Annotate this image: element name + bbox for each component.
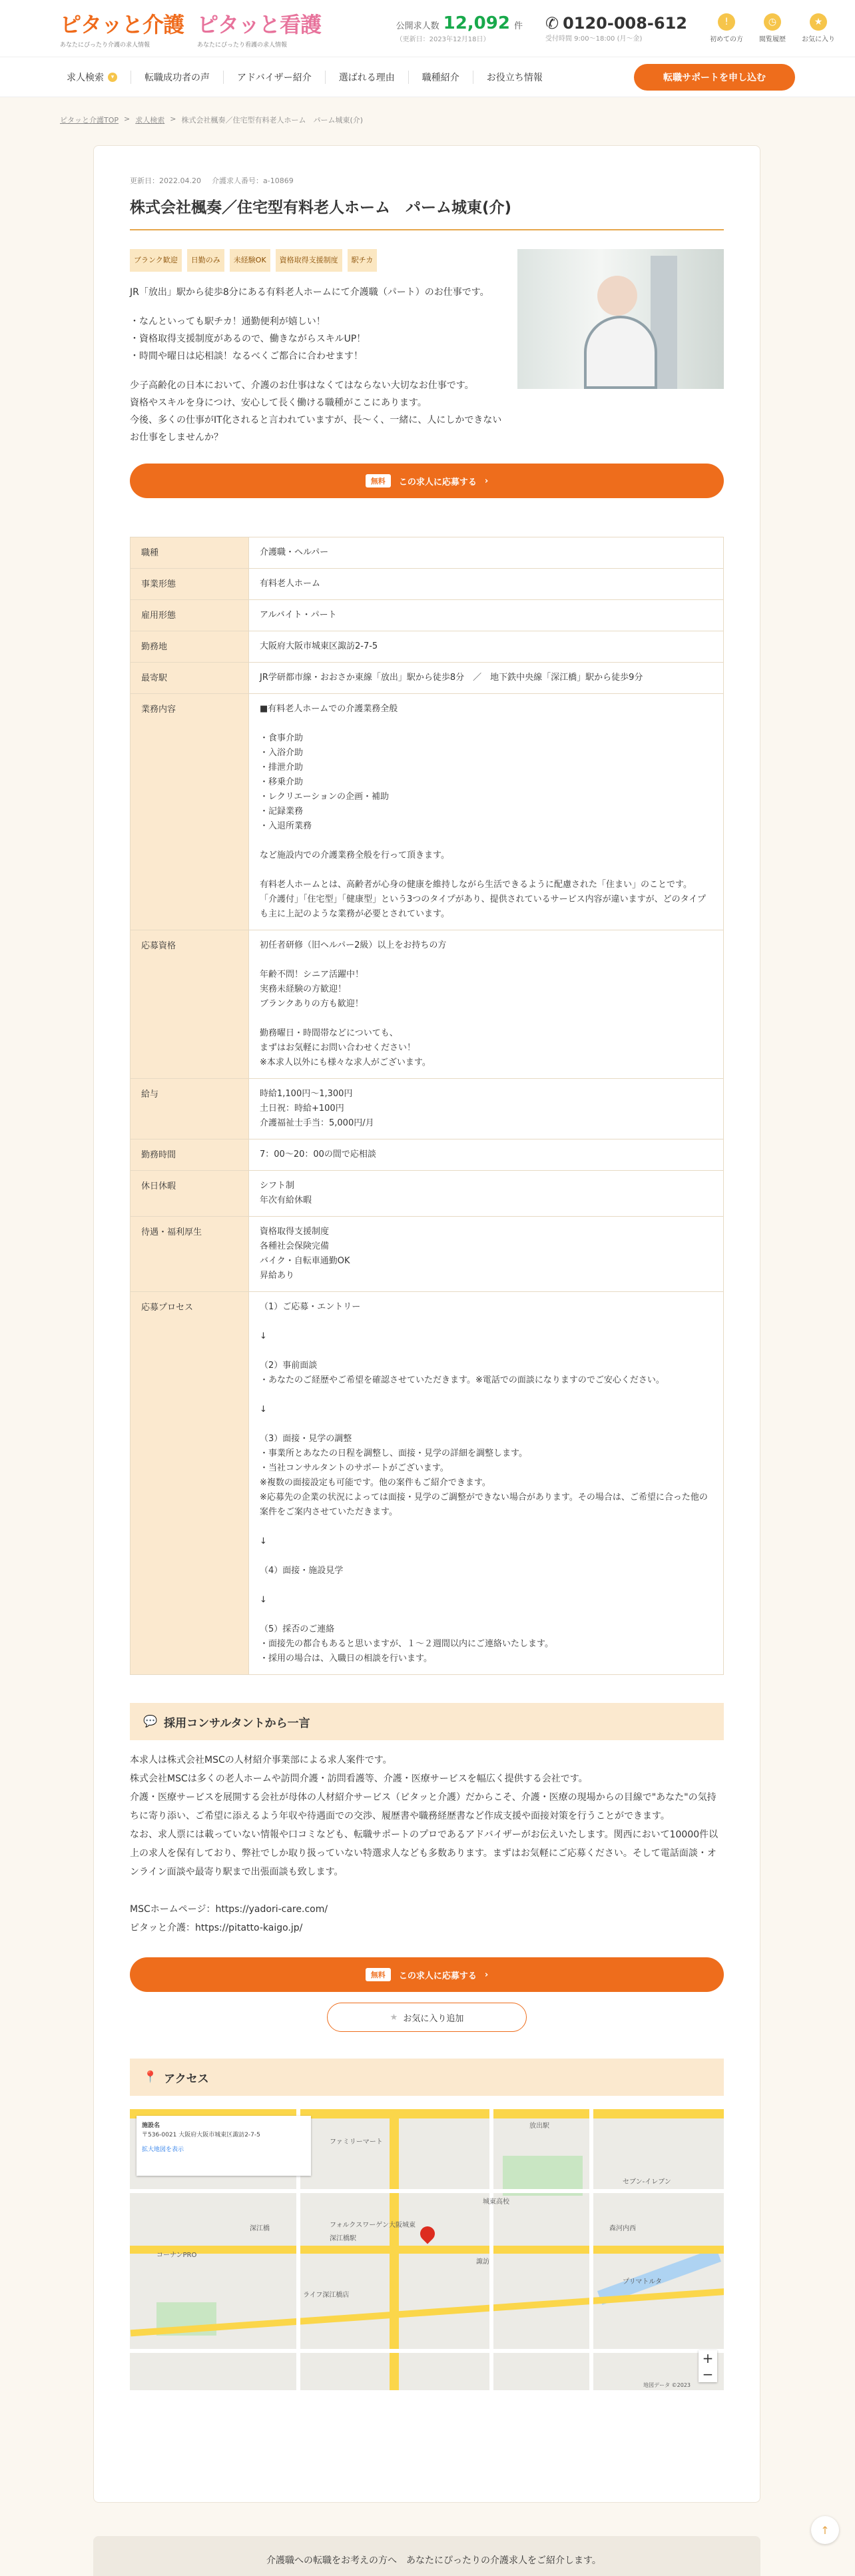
intro-paragraph: JR「放出」駅から徒歩8分にある有料老人ホームにて介護職（パート）のお仕事です。 (130, 287, 489, 298)
first-visit-link[interactable] (710, 13, 743, 43)
map-attribution: 地図データ ©2023 (643, 2382, 691, 2388)
table-row (131, 1139, 724, 1171)
nav-useful-info-label: お役立ち情報 (486, 72, 543, 83)
location-pin-icon[interactable] (417, 2223, 437, 2244)
chevron-right-icon: › (484, 476, 489, 486)
tag: ブランク歓迎 (130, 249, 182, 272)
map-label: 深江橋 (250, 2225, 270, 2232)
row-value: 大阪府大阪市城東区諏訪2-7-5 (249, 631, 724, 663)
row-header: 事業形態 (131, 569, 249, 600)
row-header: 最寄駅 (131, 663, 249, 694)
apply-button[interactable] (130, 464, 724, 498)
breadcrumb (0, 97, 855, 143)
row-value: 資格取得支援制度 各種社会保険完備 バイク・自転車通勤OK 昇給あり (249, 1217, 724, 1292)
breadcrumb-current: 株式会社楓奏／住宅型有料老人ホーム パーム城東(介) (181, 116, 364, 125)
row-value: 介護職・ヘルパー (249, 537, 724, 569)
row-value: （1）ご応募・エントリー ↓ （2）事前面談 ・あなたのご経歴やご希望を確認させていただきます。※電話での面談になりますのでご安心ください。 ↓ （3）面接・見学の調整 ・事業所とあなたの日程を調整し、面接・見学の詳細を調整します。 ・当社コンサルタントのサポートがございます。 ※複数の面接設定も可能です。他の案件もご紹介できます。 ※応募先の企業の状況によっては面接・見学のご調整ができない場合があります。その場合は、ご希望に合った他の案件をご案内させていただきます。 ↓ （4）面接・施設見学 ↓ （5）採否のご連絡 ・面接先の都合もあると思いますが、１〜２週間以内にご連絡いたします。 ・採用の場合は、入職日の相談を行います。 (249, 1292, 724, 1675)
phone-hours: 受付時間 9:00〜18:00 (月〜金) (545, 35, 643, 43)
chevron-down-icon: ▾ (108, 73, 117, 82)
row-value: 初任者研修（旧ヘルパー2級）以上をお持ちの方 年齢不問！シニア活躍中！ 実務未経験の方歓迎！ ブランクありの方も歓迎！ 勤務曜日・時間帯などについても、 まずはお気軽にお問い合わせください！ ※本求人以外にも様々な求人がございます。 (249, 930, 724, 1079)
history-icon: ◷ (764, 13, 781, 31)
history-link[interactable] (759, 13, 786, 43)
row-header: 応募プロセス (131, 1292, 249, 1675)
star-icon: ★ (810, 13, 827, 31)
phone-block[interactable] (545, 14, 687, 43)
tag: 未経験OK (230, 249, 270, 272)
row-value: JR学研都市線・おおさか東線「放出」駅から徒歩8分 ／ 地下鉄中央線「深江橋」駅から徒歩9分 (249, 663, 724, 694)
row-value: 有料老人ホーム (249, 569, 724, 600)
nav-useful-info[interactable] (473, 71, 556, 84)
table-row (131, 1292, 724, 1675)
map-label: 諏訪 (476, 2258, 489, 2266)
free-badge: 無料 (366, 474, 391, 487)
row-value: ■有料老人ホームでの介護業務全般 ・食事介助 ・入浴介助 ・排泄介助 ・移乗介助 ・レクリエーションの企画・補助 ・記録業務 ・入退所業務 など施設内での介護業務全般を行って頂きます。 有料老人ホームとは、高齢者が心身の健康を維持しながら生活できるように配慮された「住まい」のことです。 「介護付」「住宅型」「健康型」という3つのタイプがあり、提供されているサービス内容が違いますが、どのタイプも主に上記のような業務が必要とされています。 (249, 694, 724, 930)
first-visit-label: 初めての方 (710, 36, 743, 43)
row-header: 待遇・福利厚生 (131, 1217, 249, 1292)
consultant-heading (130, 1703, 724, 1740)
table-row (131, 537, 724, 569)
scroll-top-button[interactable] (811, 2516, 839, 2544)
favorites-link[interactable] (802, 13, 835, 43)
nav-job-search[interactable] (67, 71, 131, 84)
logo-kaigo-tagline: あなたにぴったり介護の求人情報 (60, 42, 150, 49)
job-number: 介護求人番号：a-10869 (211, 176, 294, 185)
consultant-message: 本求人は株式会社MSCの人材紹介事業部による求人案件です。 株式会社MSCは多くの老人ホームや訪問介護・訪問看護等、介護・医療サービスを幅広く提供する会社です。 介護・医療サービスを展開する会社が母体の人材紹介サービス（ピタッと介護）だからこそ、介護・医療の現場からの目線で"あなた"の気持ちに寄り添い、ご希望に添えるよう年収や待遇面での交渉、履歴書や職務経歴書など作成支援や面接対策を行うことができます。 なお、求人票には載っていない情報や口コミなども、転職サポートのプロであるアドバイザーがお伝えいたします。関西において10000件以上の求人を保有しており、弊社でしか取り扱っていない特選求人なども多数あります。まずはお気軽にご応募ください。そして電話面談・オンライン面談や最寄り駅まで出張面談も致します。 MSCホームページ：https://yadori-care.com/ ピタッと介護：https://pitatto-kaigo.jp/ (130, 1755, 718, 1933)
apply-button-label: この求人に応募する (398, 477, 477, 487)
row-header: 休日休暇 (131, 1171, 249, 1217)
breadcrumb-search[interactable]: 求人検索 (135, 116, 165, 125)
free-badge: 無料 (366, 1968, 391, 1981)
row-header: 給与 (131, 1079, 249, 1139)
tag: 日勤のみ (187, 249, 224, 272)
tag: 資格取得支援制度 (276, 249, 342, 272)
tag: 駅チカ (348, 249, 378, 272)
phone-number[interactable]: 0120-008-612 (563, 14, 687, 33)
star-icon: ★ (390, 2012, 398, 2023)
main-nav (0, 57, 855, 97)
map-label: コーナンPRO (156, 2252, 197, 2259)
table-row (131, 1171, 724, 1217)
apply-support-button[interactable]: 転職サポートを申し込む (634, 64, 795, 91)
table-row (131, 1217, 724, 1292)
row-value: シフト制 年次有給休暇 (249, 1171, 724, 1217)
map-info-title: 施設名 (142, 2122, 160, 2129)
job-info-table (130, 537, 724, 1675)
map-info-window (137, 2116, 311, 2176)
map-label: 放出駅 (529, 2122, 549, 2130)
logo-group[interactable] (60, 8, 321, 49)
map-label: 城東高校 (483, 2198, 509, 2206)
logo-kango[interactable]: ピタッと看護 (197, 12, 322, 37)
nav-occupations[interactable] (409, 71, 473, 84)
zoom-in-button[interactable]: + (702, 2350, 714, 2366)
map-label: ライフ深江橋店 (303, 2292, 350, 2299)
job-count-number: 12,092 (443, 13, 510, 33)
site-header (0, 0, 855, 57)
nav-reasons-label: 選ばれる理由 (338, 72, 395, 83)
map-label: ファミリーマート (330, 2138, 383, 2146)
job-title: 株式会社楓奏／住宅型有料老人ホーム パーム城東(介) (130, 195, 724, 230)
row-header: 勤務時間 (131, 1139, 249, 1171)
map-label: セブン-イレブン (623, 2178, 671, 2186)
map-label: 深江橋駅 (330, 2235, 356, 2242)
table-row (131, 1079, 724, 1139)
nav-advisors[interactable] (224, 71, 326, 84)
nav-occupations-label: 職種紹介 (422, 72, 459, 83)
map-pin-icon: 📍 (143, 2071, 158, 2084)
chevron-right-icon: › (484, 1969, 489, 1980)
apply-button-bottom[interactable] (130, 1957, 724, 1992)
breadcrumb-top[interactable]: ピタッと介護TOP (60, 116, 119, 125)
row-header: 応募資格 (131, 930, 249, 1079)
table-row (131, 569, 724, 600)
phone-icon: ✆ (545, 14, 559, 33)
access-heading (130, 2059, 724, 2096)
row-header: 勤務地 (131, 631, 249, 663)
bottom-banner: 介護職への転職をお考えの方へ あなたにぴったりの介護求人をご紹介します。 (93, 2536, 760, 2576)
row-header: 職種 (131, 537, 249, 569)
arrow-up-icon: ↑ (820, 2523, 830, 2537)
breadcrumb-separator: > (124, 115, 131, 123)
table-row (131, 663, 724, 694)
logo-kango-tagline: あなたにぴったり看護の求人情報 (197, 42, 288, 49)
job-count-label: 公開求人数 (396, 21, 439, 31)
nav-success-stories-label: 転職成功者の声 (144, 72, 210, 83)
row-header: 雇用形態 (131, 600, 249, 631)
row-value: アルバイト・パート (249, 600, 724, 631)
add-favorite-label: お気に入り追加 (403, 2013, 464, 2024)
zoom-out-button[interactable]: − (702, 2366, 714, 2382)
map-enlarge-link[interactable]: 拡大地図を表示 (142, 2146, 184, 2153)
job-count-unit: 件 (513, 21, 523, 31)
info-icon: ! (718, 13, 735, 31)
nav-success-stories[interactable] (131, 71, 224, 84)
map-label: プリマトルタ (623, 2278, 662, 2286)
apply-button-label: この求人に応募する (398, 1971, 477, 1981)
access-map[interactable] (130, 2109, 724, 2390)
access-heading-text: アクセス (164, 2072, 209, 2086)
job-photo (517, 249, 724, 389)
logo-kaigo[interactable]: ピタッと介護 (60, 12, 184, 37)
table-row (131, 930, 724, 1079)
job-detail-card (93, 145, 760, 2503)
consultant-heading-text: 採用コンサルタントから一言 (164, 1716, 310, 1730)
intro-paragraph: 少子高齢化の日本において、介護のお仕事はなくてはならない大切なお仕事です。 資格やスキルを身につけ、安心して長く働ける職種がここにあります。 今後、多くの仕事がIT化されると言われていますが、長〜く、一緒に、人にしかできないお仕事をしませんか？ (130, 380, 502, 443)
favorites-label: お気に入り (802, 36, 835, 43)
tag-list (130, 249, 503, 272)
nav-reasons[interactable] (326, 71, 409, 84)
intro-points: ・なんといっても駅チカ！通勤便利が嬉しい！ ・資格取得支援制度があるので、働きながらスキルUP！ ・時間や曜日は応相談！なるべくご都合に合わせます！ (130, 316, 366, 362)
job-count (396, 13, 523, 43)
table-row (131, 600, 724, 631)
map-zoom-control (699, 2350, 717, 2382)
nav-advisors-label: アドバイザー紹介 (237, 72, 312, 83)
map-label: 森河内西 (609, 2225, 636, 2232)
speech-bubble-icon: 💬 (143, 1715, 158, 1728)
nav-job-search-label: 求人検索 (67, 72, 104, 83)
updated-date: 更新日：2022.04.20 (130, 176, 201, 185)
job-count-updated: （更新日：2023年12月18日） (396, 36, 490, 43)
table-row (131, 631, 724, 663)
map-info-address: 〒536-0021 大阪府大阪市城東区諏訪2-7-5 (142, 2132, 260, 2138)
breadcrumb-separator: > (170, 115, 176, 123)
history-label: 閲覧履歴 (759, 36, 786, 43)
map-label: フォルクスワーゲン大阪城東 (330, 2222, 416, 2229)
add-favorite-button[interactable] (327, 2003, 527, 2032)
row-value: 時給1,100円〜1,300円 土日祝：時給+100円 介護福祉士手当：5,000円/月 (249, 1079, 724, 1139)
row-value: 7：00〜20：00の間で応相談 (249, 1139, 724, 1171)
table-row (131, 694, 724, 930)
row-header: 業務内容 (131, 694, 249, 930)
